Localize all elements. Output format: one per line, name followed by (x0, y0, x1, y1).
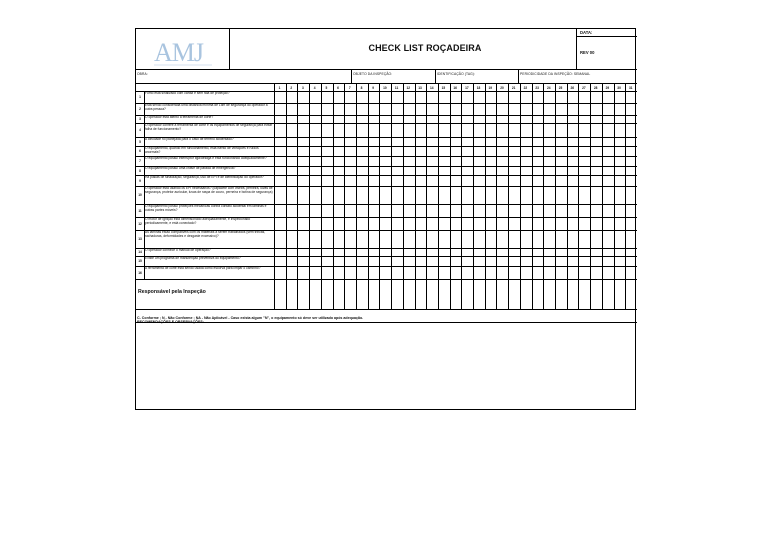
item-text: O motor de ignição está dimensionado adequadamente, é inspecionado periodicamente, e está conectado? (145, 218, 251, 225)
column-number: 25 (558, 86, 563, 90)
item-text: O operador confere a ferramenta de corte e os equipamentos de segurança para evitar falha de funcionamento? (145, 124, 273, 131)
field-inspection-object: OBJETO DA INSPEÇÃO: (353, 71, 393, 76)
field-obra: OBRA: (137, 71, 148, 76)
column-number: 24 (547, 86, 551, 90)
column-number: 10 (383, 86, 387, 90)
item-number: 11 (138, 208, 142, 213)
date-label: DATA: (580, 30, 593, 35)
item-text: A atividade foi planejada para o caso de terreno acidentado? (145, 138, 234, 141)
column-number: 23 (535, 86, 539, 90)
column-number: 8 (360, 86, 363, 90)
item-number: 3 (139, 117, 141, 121)
item-text: O operador está atento à ferramenta de corte? (145, 116, 214, 119)
column-number: 27 (582, 86, 586, 90)
column-number: 9 (372, 86, 375, 90)
recommendations-label: RECOMENDAÇÕES E OBSERVAÇÕES: (137, 319, 204, 324)
revision-label: REV 00 (580, 50, 595, 55)
column-number: 3 (302, 86, 304, 90)
column-number: 22 (523, 86, 528, 90)
logo-text: AMJ (154, 38, 204, 67)
column-number: 21 (511, 86, 516, 90)
item-number: 14 (138, 250, 142, 254)
column-number: 18 (476, 86, 481, 90)
item-number: 8 (139, 168, 141, 173)
legend-text: C- Conforme ; N - Não Conforme ; NA - Não Aplicável - Caso exista algum "N", o equipamento só deve ser utilizado após adequação. (137, 315, 364, 320)
column-number: 30 (617, 86, 621, 90)
item-text: O equipamento possui interruptor liga/desliga e está funcionando adequadamente? (145, 157, 267, 160)
item-text: O equipamento possui uma chave de parada de emergência? (145, 167, 236, 170)
column-number: 29 (605, 86, 610, 90)
item-number: 5 (139, 139, 141, 144)
column-number: 28 (593, 86, 598, 90)
item-text: Está sendo considerada uma distância mínima de 15m de segurança do operador a outra pessoa? (145, 104, 268, 111)
column-number: 5 (325, 86, 328, 90)
column-number: 6 (337, 86, 339, 90)
item-number: 4 (139, 128, 141, 132)
item-text: O equipamento possui proteções mecânicas contra contato acidental em lâminas e outras partes móveis? (145, 205, 267, 212)
column-number: 4 (313, 86, 316, 90)
column-number: 14 (429, 86, 434, 90)
column-number: 17 (465, 86, 469, 90)
item-text: O operador conhece o manual de operação? (145, 249, 211, 252)
item-text: O operador está usando os EPI necessários? (capacete com viseira, perneira, luvas de segurança, protetor auricular, luvas de raspa de couro, perneira e botina de segurança) (145, 187, 273, 194)
column-number: 7 (348, 86, 351, 90)
item-number: 12 (138, 221, 142, 226)
item-number: 10 (138, 193, 142, 197)
item-text: A ferramenta de corte está sendo usada como escorva para limpar o caminho? (145, 267, 261, 270)
column-number: 26 (570, 86, 574, 90)
item-number: 16 (138, 270, 142, 275)
item-number: 13 (138, 237, 142, 241)
column-number: 19 (488, 86, 493, 90)
responsible-label: Responsável pela Inspeção (138, 289, 206, 295)
field-periodicity: PERIODICIDADE DA INSPEÇÃO: SEMANAL (520, 71, 591, 76)
page-title: CHECK LIST ROÇADEIRA (368, 43, 482, 53)
column-number: 20 (500, 86, 504, 90)
checklist-sheet (135, 28, 636, 410)
column-number: 13 (418, 86, 422, 90)
item-number: 15 (138, 259, 142, 263)
column-number: 11 (394, 86, 399, 90)
item-text: As lâminas estão compatíveis com os materiais a serem trabalhados (sem trincas, rachaduras, deformidades e desgaste excessivo)? (145, 231, 266, 238)
column-number: 12 (406, 86, 411, 90)
column-number: 31 (629, 86, 633, 90)
field-identification: IDENTIFICAÇÃO (TAG): (437, 71, 476, 76)
item-number: 7 (139, 159, 141, 163)
column-number: 16 (453, 86, 457, 90)
item-text: O equipamento, quando em funcionamento, está isento de vibrações e ruídos anormais? (145, 147, 259, 154)
item-text: Fumo está sinalizado com cartaz e sem fala de proteção? (145, 92, 230, 95)
column-number: 15 (441, 86, 446, 90)
item-text: Há placas de sinalização, segurança, uso de EPI e de identificação do operador? (145, 176, 264, 179)
item-text: Existe um programa de manutenção preventiva do equipamento? (145, 257, 241, 260)
amj-logo (152, 35, 218, 69)
column-number: 1 (278, 86, 281, 90)
item-number: 6 (139, 149, 141, 153)
column-number: 2 (290, 86, 293, 90)
item-number: 1 (139, 95, 141, 99)
item-number: 9 (139, 178, 141, 183)
item-number: 2 (139, 107, 141, 111)
